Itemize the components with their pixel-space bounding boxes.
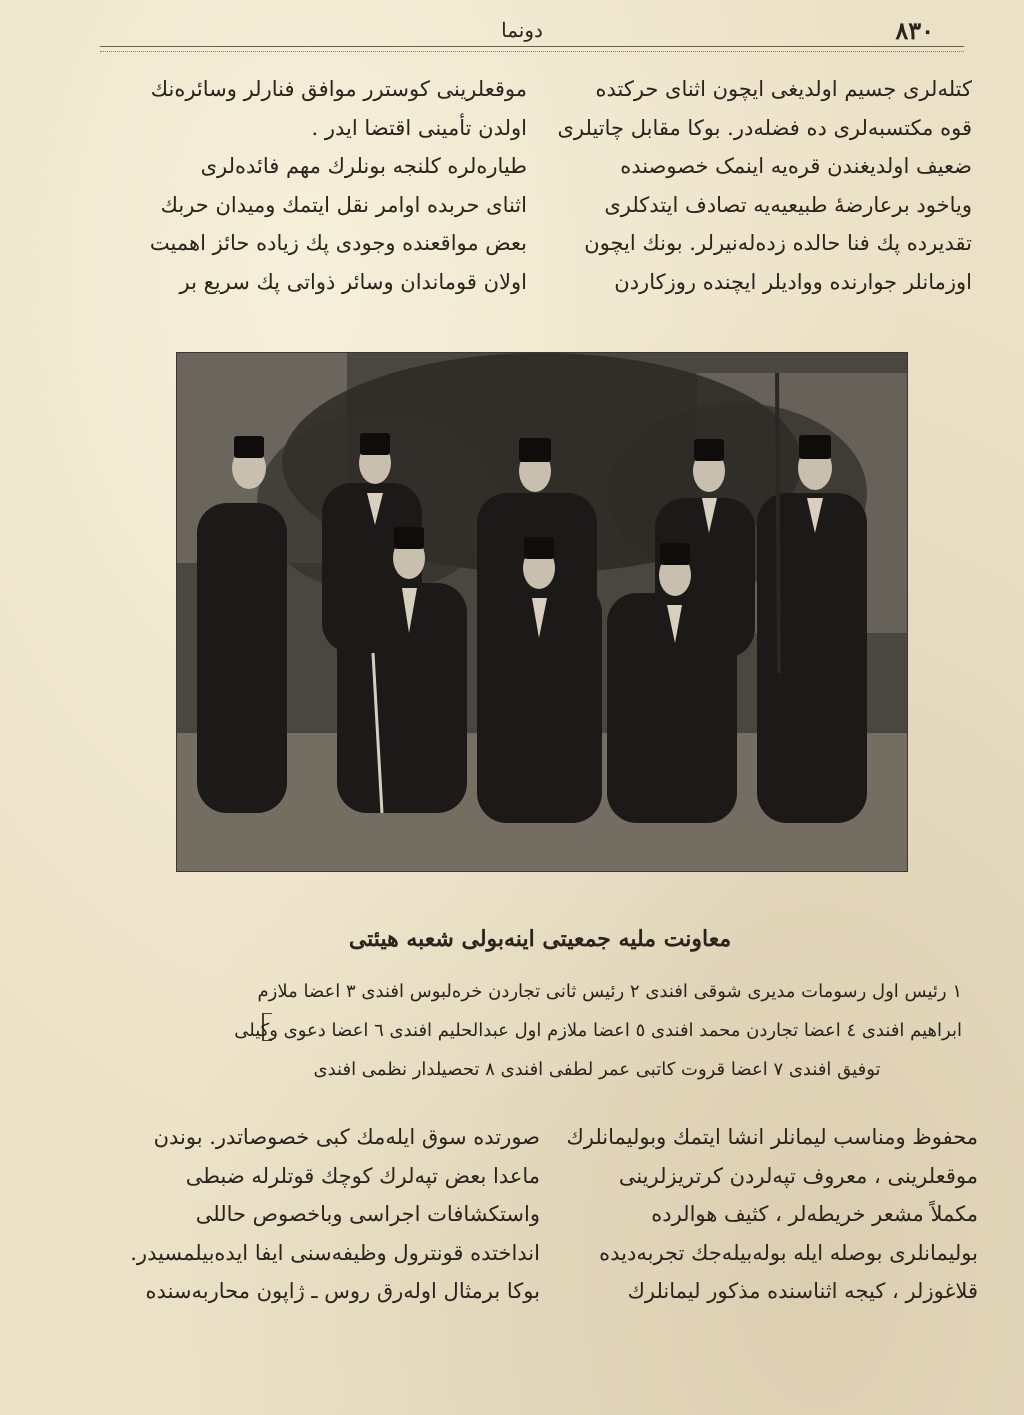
text-line: بعض مواقعنده وجودی پك زیاده حائز اهمیت: [149, 231, 527, 255]
photo-caption-legend: [232, 972, 962, 1089]
page-number: ٨٣٠: [895, 16, 934, 45]
legend-line: ۱ رئیس اول رسومات مدیری شوقی افندی ۲ رئیس ثانی تجاردن خره‌لبوس افندی ۳ اعضا ملازم: [257, 981, 962, 1002]
text-line: واستکشافات اجراسی وباخصوص حاللی: [195, 1202, 540, 1226]
text-line: صورتده سوق ایله‌مك کبی خصوصاتدر. بوندن: [153, 1125, 540, 1149]
text-line: بوکا برمثال اوله‌رق روس ـ ژاپون محاربه‌سنده: [145, 1279, 540, 1303]
text-line: وياخود برعارضهٔ طبیعیه‌یه تصادف ایتدکلری: [604, 192, 972, 217]
text-line: اثنای حربده اوامر نقل ایتمك ومیدان حربك: [160, 192, 527, 217]
text-column-right-top: [557, 70, 972, 301]
text-line: مکملاً مشعر خریطه‌لر ، کثیف هوالرده: [651, 1202, 978, 1226]
text-line: تقدیرده پك فنا حالده زده‌له‌نیرلر. بونك ایچون: [584, 231, 972, 255]
text-line: ضعیف اولدیغندن قره‌یه اینمک خصوصنده: [620, 154, 972, 178]
text-line: موقعلرینی ، معروف تپه‌لردن کرتریزلرینی: [618, 1163, 978, 1188]
page-header: [100, 12, 944, 48]
text-column-right-bottom: [566, 1118, 978, 1311]
text-column-left-bottom: [130, 1118, 540, 1311]
text-column-left-top: [112, 70, 527, 301]
legend-line: توفیق افندی ۷ اعضا قروت کاتبی عمر لطفی افندی ۸ تحصیلدار نظمی افندی: [313, 1059, 881, 1080]
text-line: بولیمانلری بوصله ایله بوله‌بیله‌جك تجربه‌دیده: [599, 1240, 978, 1265]
legend-line: ابراهیم افندی ٤ اعضا تجاردن محمد افندی ٥ اعضا ملازم اول عبدالحلیم افندی ٦ اعضا دعوی وکیلی: [234, 1020, 962, 1041]
text-line: قوه مکتسبه‌لری ده فضله‌در. بوکا مقابل چاتیلری: [557, 115, 972, 140]
running-title: دونما: [501, 18, 543, 42]
text-line: ماعدا بعض تپه‌لرك کوچك قوتلرله ضبطی: [185, 1163, 540, 1188]
text-line: اوزمانلر جوارنده ووادیلر ایچنده روزکاردن: [614, 269, 972, 294]
text-line: کتله‌لری جسیم اولدیغی ایچون اثنای حرکتده: [595, 77, 972, 101]
group-portrait-photo: [176, 352, 908, 872]
text-line: انداختده قونترول وظیفه‌سنی ایفا ایده‌بیلمسیدر.: [130, 1240, 540, 1265]
photo-illustration: [177, 353, 907, 871]
text-line: اولان قوماندان وسائر ذواتی پك سریع بر: [179, 269, 527, 294]
photo-caption-title: معاونت ملیه جمعیتی اینه‌بولی شعبه هیئتی: [348, 926, 732, 952]
text-line: موقعلرینی کوسترر موافق فنارلر وسائره‌نك: [150, 77, 527, 101]
text-line: محفوظ ومناسب لیمانلر انشا ایتمك وبولیمانلرك: [566, 1125, 978, 1149]
text-line: اولدن تأمینی اقتضا ایدر .: [311, 115, 527, 140]
text-line: طیاره‌لره کلنجه بونلرك مهم فائده‌لری: [200, 154, 527, 178]
header-rule: [100, 46, 964, 52]
text-line: قلاغوزلر ، کیجه اثناسنده مذکور لیمانلرك: [627, 1279, 978, 1303]
